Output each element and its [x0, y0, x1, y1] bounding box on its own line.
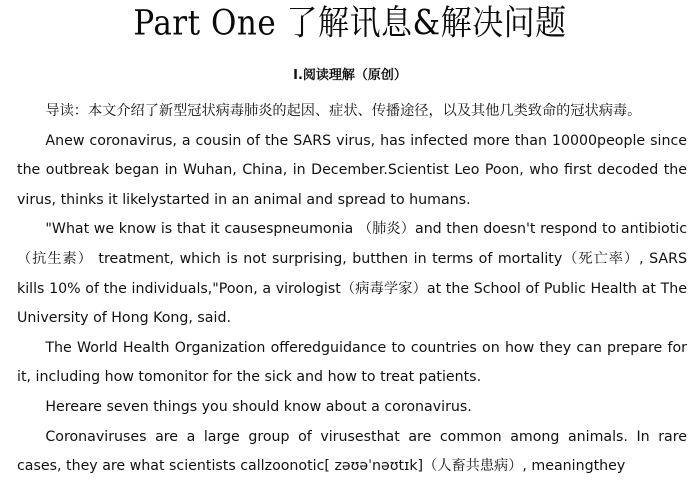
paragraph-3: The World Health Organization offeredguidance to countries on how they can prepare for it, including how tomonitor for the sick and how to treat patients. — [17, 339, 687, 386]
paragraph-5: Coronaviruses are a large group of virusesthat are common among animals. In rare cases, they are what scientists callzoonotic[ zəʊəˈnəʊtɪk]（人畜共患病）, meaningthey — [17, 428, 687, 475]
page-title: Part One 了解讯息&解决问题 — [133, 3, 567, 44]
paragraph-1: Anew coronavirus, a cousin of the SARS virus, has infected more than 10000people since the outbreak began in Wuhan, China, in December.Scientist Leo Poon, who first decoded the virus, thinks it likelystarted in an animal and spread to humans. — [17, 132, 687, 208]
section-heading: I.阅读理解（原创） — [293, 68, 407, 83]
article-body — [17, 97, 687, 482]
paragraph-4: Hereare seven things you should know about a coronavirus. — [45, 398, 472, 415]
intro-paragraph: 导读：本文介绍了新型冠状病毒肺炎的起因、症状、传播途径，以及其他几类致命的冠状病毒。 — [45, 103, 642, 119]
paragraph-2: "What we know is that it causespneumonia （肺炎）and then doesn't respond to antibiotic（抗生素） treatment, which is not surprising, butthen in terms of mortality（死亡率）, SARS kills 10% of the individuals,"Poon, a virologist（病毒学家）at the School of Public Health at The University of Hong Kong, said. — [17, 221, 687, 327]
